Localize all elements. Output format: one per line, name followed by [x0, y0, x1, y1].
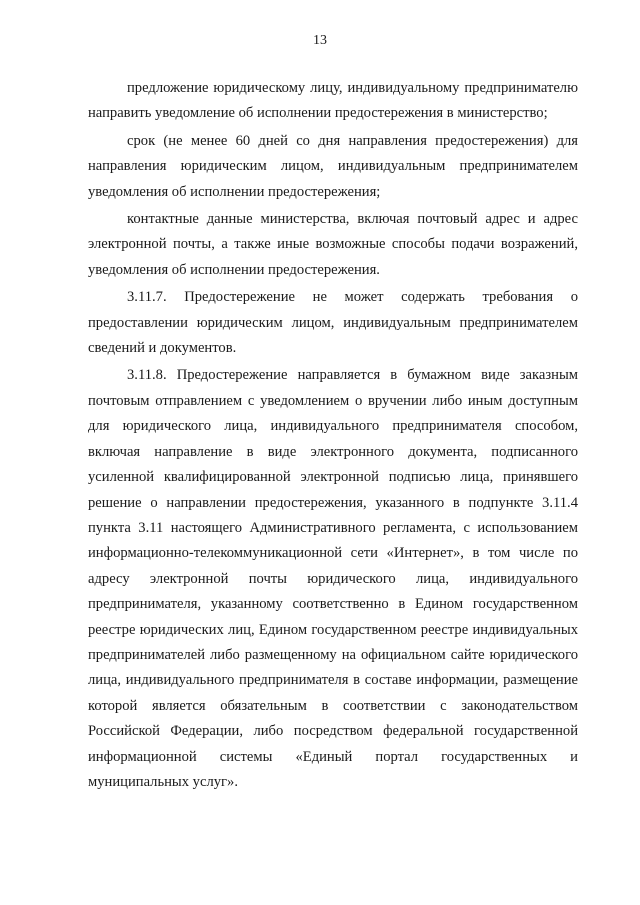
document-body — [88, 76, 578, 795]
paragraph-notification-proposal: предложение юридическому лицу, индивидуальному предпринимателю направить уведомление об исполнении предостережения в министерство; — [88, 80, 578, 122]
paragraph-deadline: срок (не менее 60 дней со дня направления предостережения) для направления юридическим лицом, индивидуальным предпринимателем уведомления об исполнении предостережения; — [88, 132, 578, 200]
paragraph-3-11-8: 3.11.8. Предостережение направляется в бумажном виде заказным почтовым отправлением с уведомлением о вручении либо иным доступным для юридического лица, индивидуального предпринимателя способом, включая направление в виде электронного документа, подписанного усиленной квалифицированной электронной подписью лица, принявшего решение о направлении предостережения, указанного в подпункте 3.11.4 пункта 3.11 настоящего Административного регламента, с использованием информационно-телекоммуникационной сети «Интернет», в том числе по адресу электронной почты юридического лица, индивидуального предпринимателя, указанному соответственно в Едином государственном реестре юридических лиц, Едином государственном реестре индивидуальных предпринимателей либо размещенному на официальном сайте юридического лица, индивидуального предпринимателя в составе информации, размещение которой является обязательным в соответствии с законодательством Российской Федерации, либо посредством федеральной государственной информационной системы «Единый портал государственных и муниципальных услуг». — [88, 367, 578, 790]
page-number: 13 — [313, 33, 327, 48]
paragraph-3-11-7: 3.11.7. Предостережение не может содержать требования о предоставлении юридическим лицом, индивидуальным предпринимателем сведений и документов. — [88, 289, 578, 357]
paragraph-contact-details: контактные данные министерства, включая почтовый адрес и адрес электронной почты, а также иные возможные способы подачи возражений, уведомления об исполнении предостережения. — [88, 211, 578, 278]
